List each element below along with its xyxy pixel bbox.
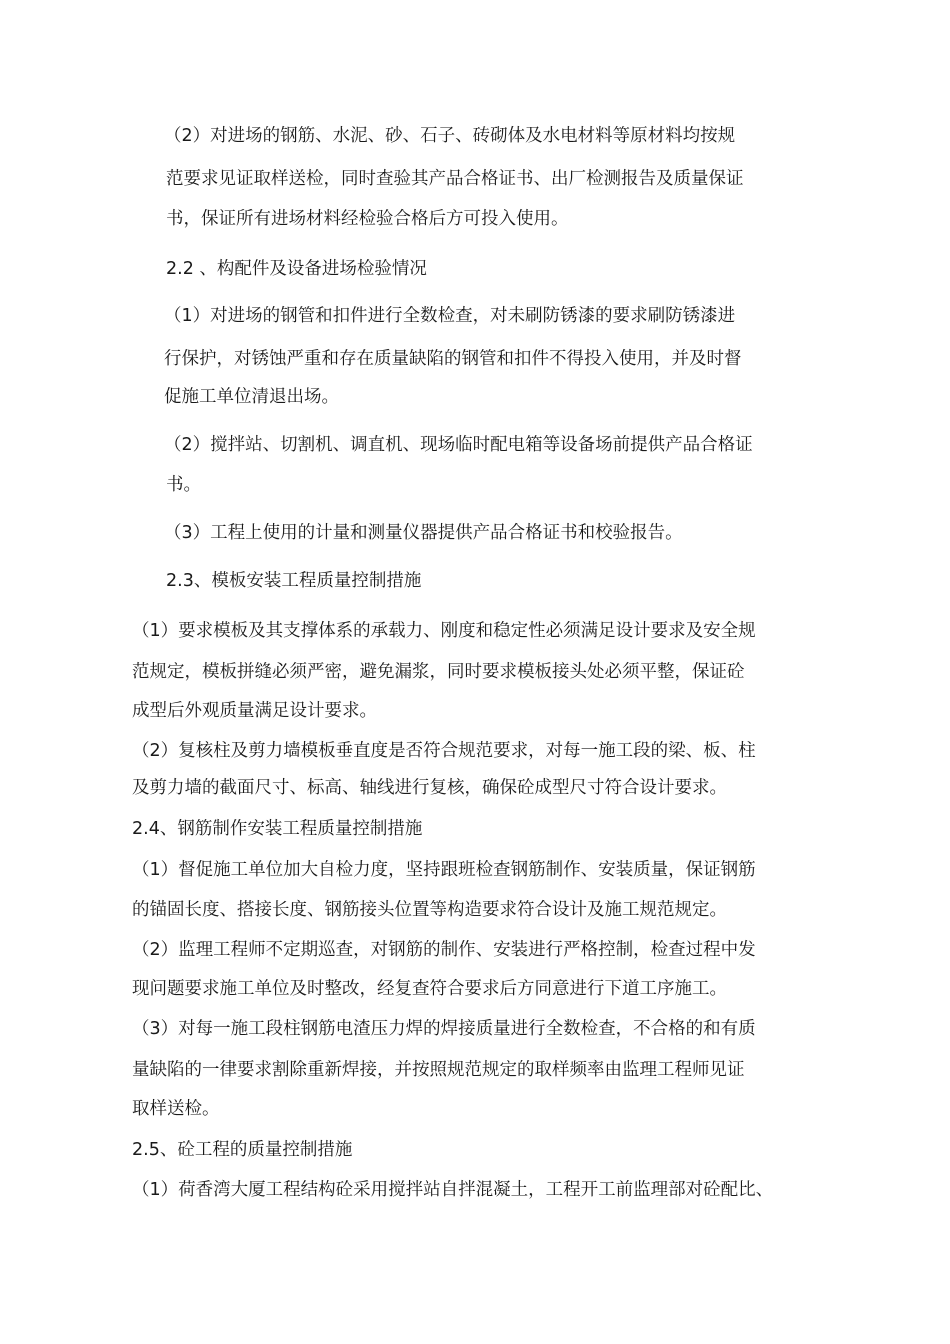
body-text-line: （3）对每一施工段柱钢筋电渣压力焊的焊接质量进行全数检查，不合格的和有质 <box>132 1019 756 1039</box>
body-text-line: 及剪力墙的截面尺寸、标高、轴线进行复核，确保砼成型尺寸符合设计要求。 <box>132 778 727 798</box>
body-text-line: （1）督促施工单位加大自检力度，坚持跟班检查钢筋制作、安装质量，保证钢筋 <box>132 860 756 880</box>
body-text-line: 书。 <box>166 475 201 495</box>
body-text-line: （3）工程上使用的计量和测量仪器提供产品合格证书和校验报告。 <box>164 523 683 543</box>
section-heading: 2.2 、构配件及设备进场检验情况 <box>166 259 427 279</box>
body-text-line: （2）搅拌站、切割机、调直机、现场临时配电箱等设备场前提供产品合格证 <box>164 435 753 455</box>
body-text-line: 行保护，对锈蚀严重和存在质量缺陷的钢管和扣件不得投入使用，并及时督 <box>164 349 742 369</box>
body-text-line: 书，保证所有进场材料经检验合格后方可投入使用。 <box>166 209 569 229</box>
body-text-line: 现问题要求施工单位及时整改，经复查符合要求后方同意进行下道工序施工。 <box>132 979 727 999</box>
body-text-line: 范规定，模板拼缝必须严密，避免漏浆，同时要求模板接头处必须平整，保证砼 <box>132 662 745 682</box>
body-text-line: 促施工单位清退出场。 <box>164 387 339 407</box>
body-text-line: 的锚固长度、搭接长度、钢筋接头位置等构造要求符合设计及施工规范规定。 <box>132 900 727 920</box>
body-text-line: 范要求见证取样送检，同时查验其产品合格证书、出厂检测报告及质量保证 <box>166 169 744 189</box>
section-heading: 2.5、砼工程的质量控制措施 <box>132 1140 353 1160</box>
body-text-line: 取样送检。 <box>132 1099 220 1119</box>
body-text-line: （2）复核柱及剪力墙模板垂直度是否符合规范要求，对每一施工段的梁、板、柱 <box>132 741 756 761</box>
body-text-line: （2）监理工程师不定期巡查，对钢筋的制作、安装进行严格控制，检查过程中发 <box>132 940 756 960</box>
body-text-line: （1）对进场的钢管和扣件进行全数检查，对未刷防锈漆的要求刷防锈漆进 <box>164 306 736 326</box>
body-text-line: （1）要求模板及其支撑体系的承载力、刚度和稳定性必须满足设计要求及安全规 <box>132 621 756 641</box>
body-text-line: （1）荷香湾大厦工程结构砼采用搅拌站自拌混凝土，工程开工前监理部对砼配比、 <box>132 1180 774 1200</box>
body-text-line: （2）对进场的钢筋、水泥、砂、石子、砖砌体及水电材料等原材料均按规 <box>164 126 736 146</box>
section-heading: 2.3、模板安装工程质量控制措施 <box>166 571 422 591</box>
body-text-line: 成型后外观质量满足设计要求。 <box>132 701 377 721</box>
body-text-line: 量缺陷的一律要求割除重新焊接，并按照规范规定的取样频率由监理工程师见证 <box>132 1060 745 1080</box>
section-heading: 2.4、钢筋制作安装工程质量控制措施 <box>132 819 423 839</box>
